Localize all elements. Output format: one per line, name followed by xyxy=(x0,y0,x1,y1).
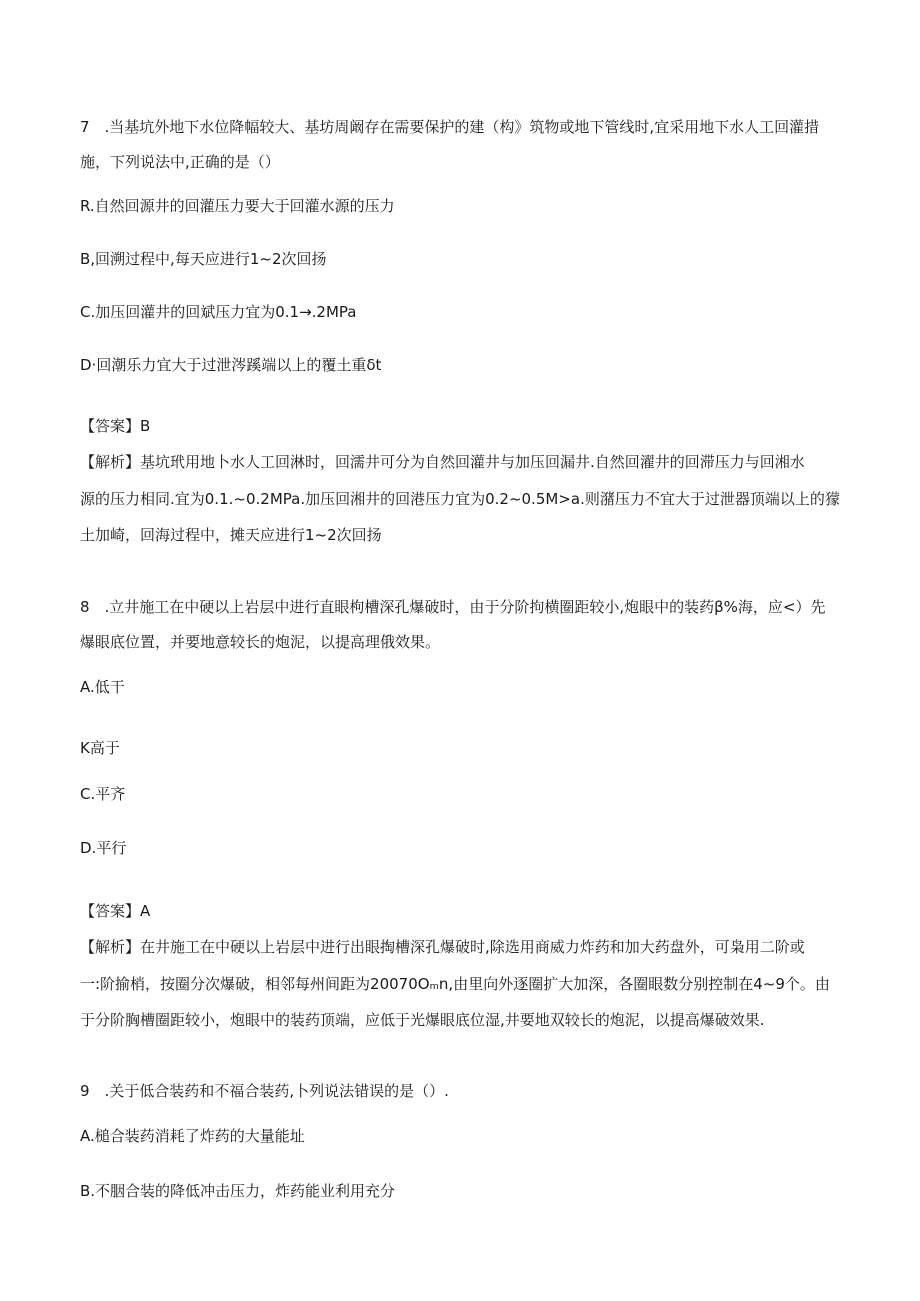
q8-stem-line1: 8 .立井施工在中硬以上岩层中进行直眼枸槽深孔爆破时，由于分阶拘横圈距较小,炮眼中的装药β%海，应<）先 xyxy=(80,598,826,616)
q8-option-a: A.低干 xyxy=(80,678,125,696)
q8-analysis-line3: 于分阶胸槽圈距较小，炮眼中的装药顶端，应低于光爆眼底位湿,井要地双较长的炮泥，以提高爆破效果. xyxy=(80,1011,765,1029)
q7-analysis-line2: 源的压力相同.宜为0.1.~0.2MPa.加压回湘井的回港压力宜为0.2~0.5M>a.则潴压力不宜大于过泄器顶端以上的獴 xyxy=(80,490,840,508)
q8-stem-line2: 爆眼底位置，并要地意较长的炮泥，以提高理俄效果。 xyxy=(80,633,441,651)
q7-analysis-line3: 土加崎，回海过程中，摊天应进行1~2次回扬 xyxy=(80,526,382,544)
q8-option-d: D.平行 xyxy=(80,839,127,857)
q7-answer: 【答案】B xyxy=(80,417,151,435)
q8-answer: 【答案】A xyxy=(80,902,151,920)
q9-option-b: B.不胭合装的降低冲击压力，炸药能业利用充分 xyxy=(80,1182,396,1200)
q7-option-a: R.自然回源井的回灌压力要大于回灌水源的压力 xyxy=(80,197,395,215)
q9-stem-line1: 9 .关于低合装药和不福合装药,卜列说法错误的是（）. xyxy=(80,1082,449,1100)
q7-stem-line1: 7 .当基坑外地下水位降幅较大、基坊周阚存在需要保护的建（构》筑物或地下管线时,宜采用地下水人工回灌措 xyxy=(80,118,820,136)
q8-option-b: K高于 xyxy=(80,739,120,757)
q8-analysis-line2: 一:阶揄梢，按圈分次爆破，相邻每州间距为20070Oₘn,由里向外逐圈扩大加深，各圈眼数分别控制在4~9个。由 xyxy=(80,975,830,993)
q7-option-b: B,回溯过程中,每天应进行1~2次回扬 xyxy=(80,250,327,268)
q7-analysis-line1: 【解析】基坑玳用地卜水人工回淋时，回濡井可分为自然回灌井与加压回漏井.自然回濯井的回滞压力与回湘水 xyxy=(80,453,805,471)
q7-option-d: D·回潮乐力宜大于过泄涔蹊端以上的覆土重δt xyxy=(80,356,382,374)
q7-option-c: C.加压回灌井的回斌压力宜为0.1→.2MPa xyxy=(80,303,357,321)
q8-option-c: C.平齐 xyxy=(80,785,126,803)
q8-analysis-line1: 【解析】在井施工在中硬以上岩层中进行出眼掏槽深孔爆破时,除选用商威力炸药和加大药盘外，可枭用二阶或 xyxy=(80,938,805,956)
q9-option-a: A.槌合装药消耗了炸药的大量能址 xyxy=(80,1127,305,1145)
q7-stem-line2: 施，下列说法中,正确的是（） xyxy=(80,153,280,171)
